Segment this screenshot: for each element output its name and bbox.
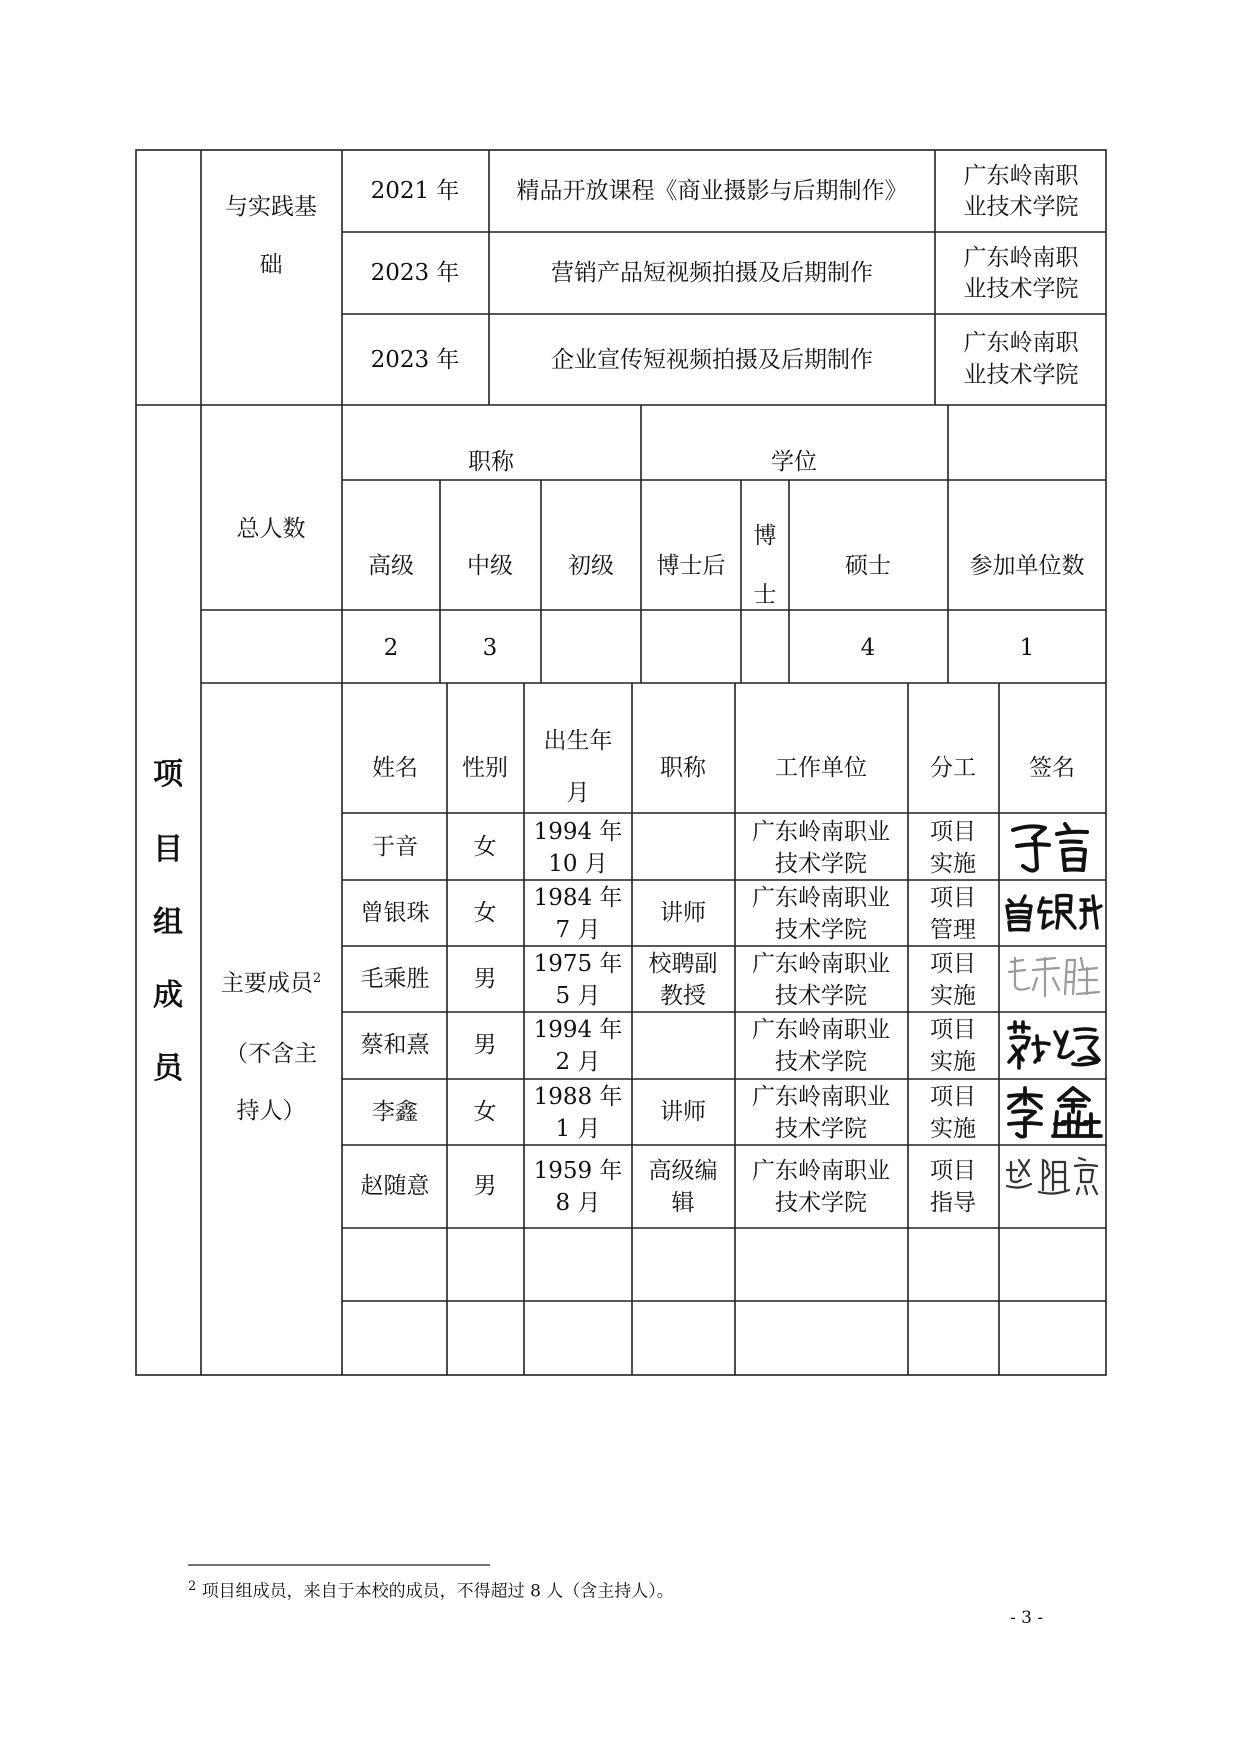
member-name: 赵随意 <box>360 1173 430 1199</box>
base-row-year: 2021 年 <box>370 178 460 204</box>
header-phd-line2: 士 <box>753 582 777 608</box>
base-row-unit-line1: 广东岭南职 <box>963 330 1079 356</box>
member-gender: 男 <box>473 1173 497 1199</box>
member-header-name: 姓名 <box>372 755 418 781</box>
base-row-title: 精品开放课程《商业摄影与后期制作》 <box>516 178 908 204</box>
team-title-char: 员 <box>153 1051 183 1086</box>
member-birth-line2: 1 月 <box>555 1116 601 1142</box>
member-birth-line1: 1975 年 <box>533 951 623 977</box>
team-title-char: 目 <box>153 832 183 867</box>
member-title-line2: 辑 <box>671 1190 695 1216</box>
member-unit-line1: 广东岭南职业 <box>752 819 890 845</box>
members-label-line2: （不含主 <box>225 1041 317 1067</box>
footnote-ref: 2 <box>312 971 322 986</box>
base-row-title: 企业宣传短视频拍摄及后期制作 <box>551 347 873 373</box>
member-role-line2: 管理 <box>930 917 976 943</box>
title-group-label: 职称 <box>468 449 514 475</box>
base-row-title: 营销产品短视频拍摄及后期制作 <box>551 260 873 286</box>
member-title-line2: 教授 <box>660 983 706 1009</box>
signature-mark <box>1003 884 1103 942</box>
members-label-text: 主要成员 <box>220 970 313 997</box>
member-name: 毛乘胜 <box>360 966 430 992</box>
header-middle: 中级 <box>467 553 513 579</box>
signature-mark <box>1003 1016 1103 1076</box>
team-title-char: 组 <box>153 905 183 940</box>
member-name: 李鑫 <box>372 1099 418 1125</box>
member-header-birth-line2: 月 <box>566 780 590 806</box>
member-unit-line1: 广东岭南职业 <box>752 1158 890 1184</box>
member-birth-line1: 1959 年 <box>533 1158 623 1184</box>
member-birth-line2: 8 月 <box>555 1190 601 1216</box>
member-title-line1: 高级编 <box>648 1158 718 1184</box>
member-birth-line1: 1994 年 <box>533 819 623 845</box>
header-units: 参加单位数 <box>969 553 1085 579</box>
base-label-line1: 与实践基 <box>225 194 317 220</box>
member-unit-line1: 广东岭南职业 <box>752 1017 890 1043</box>
count-senior: 2 <box>383 635 399 661</box>
page-number: - 3 - <box>1010 1608 1044 1628</box>
member-unit-line2: 技术学院 <box>775 983 867 1009</box>
base-label-line2: 础 <box>259 252 283 278</box>
header-junior: 初级 <box>568 553 614 579</box>
count-middle: 3 <box>482 635 498 661</box>
signature-mark <box>1003 1082 1103 1142</box>
member-role-line1: 项目 <box>930 819 976 845</box>
member-unit-line2: 技术学院 <box>775 917 867 943</box>
member-title-line1: 校聘副 <box>648 951 718 977</box>
member-header-birth-line1: 出生年 <box>543 728 613 754</box>
member-header-unit: 工作单位 <box>775 755 867 781</box>
member-unit-line1: 广东岭南职业 <box>752 885 890 911</box>
member-unit-line1: 广东岭南职业 <box>752 951 890 977</box>
member-role-line1: 项目 <box>930 1017 976 1043</box>
header-phd-line1: 博 <box>753 523 777 549</box>
member-role-line1: 项目 <box>930 885 976 911</box>
member-gender: 女 <box>473 1099 497 1125</box>
base-row-year: 2023 年 <box>370 347 460 373</box>
member-birth-line2: 10 月 <box>548 851 608 877</box>
member-role-line2: 实施 <box>930 983 976 1009</box>
member-title-line1: 讲师 <box>660 900 706 926</box>
footnote-mark: 2 <box>188 1579 197 1594</box>
members-label-line3: 持人） <box>236 1098 306 1124</box>
member-title-line1: 讲师 <box>660 1099 706 1125</box>
member-name: 蔡和熹 <box>360 1032 430 1058</box>
member-role-line1: 项目 <box>930 1084 976 1110</box>
member-unit-line2: 技术学院 <box>775 1049 867 1075</box>
member-role-line2: 指导 <box>930 1190 976 1216</box>
member-role-line1: 项目 <box>930 951 976 977</box>
member-gender: 男 <box>473 966 497 992</box>
base-row-unit-line2: 业技术学院 <box>963 362 1079 388</box>
member-gender: 女 <box>473 900 497 926</box>
total-label: 总人数 <box>236 516 306 542</box>
signature-mark <box>1003 1150 1103 1208</box>
count-master: 4 <box>860 635 876 661</box>
member-header-title: 职称 <box>660 755 706 781</box>
degree-group-label: 学位 <box>771 449 817 475</box>
header-senior: 高级 <box>368 553 414 579</box>
base-row-unit-line2: 业技术学院 <box>963 276 1079 302</box>
team-title-char: 项 <box>153 757 183 792</box>
header-postdoc: 博士后 <box>656 553 726 579</box>
member-unit-line2: 技术学院 <box>775 1116 867 1142</box>
member-unit-line2: 技术学院 <box>775 1190 867 1216</box>
base-row-unit-line1: 广东岭南职 <box>963 163 1079 189</box>
member-role-line2: 实施 <box>930 851 976 877</box>
member-birth-line2: 5 月 <box>555 983 601 1009</box>
member-birth-line1: 1988 年 <box>533 1084 623 1110</box>
member-birth-line1: 1984 年 <box>533 885 623 911</box>
members-label-line1 <box>221 972 321 996</box>
member-name: 曾银珠 <box>360 900 430 926</box>
member-role-line2: 实施 <box>930 1116 976 1142</box>
count-units: 1 <box>1019 635 1035 661</box>
member-unit-line2: 技术学院 <box>775 851 867 877</box>
header-master: 硕士 <box>845 553 891 579</box>
member-birth-line2: 2 月 <box>555 1049 601 1075</box>
member-gender: 女 <box>473 834 497 860</box>
footnote <box>188 1580 674 1601</box>
member-header-signature: 签名 <box>1029 755 1075 781</box>
footnote-text: 项目组成员，来自于本校的成员，不得超过 8 人（含主持人）。 <box>201 1581 674 1602</box>
base-row-year: 2023 年 <box>370 260 460 286</box>
member-header-role: 分工 <box>930 755 976 781</box>
signature-mark <box>1003 950 1103 1008</box>
member-gender: 男 <box>473 1032 497 1058</box>
member-unit-line1: 广东岭南职业 <box>752 1084 890 1110</box>
member-header-gender: 性别 <box>462 755 508 781</box>
member-role-line1: 项目 <box>930 1158 976 1184</box>
member-birth-line2: 7 月 <box>555 917 601 943</box>
team-title-char: 成 <box>153 978 183 1013</box>
base-row-unit-line2: 业技术学院 <box>963 194 1079 220</box>
member-role-line2: 实施 <box>930 1049 976 1075</box>
signature-mark <box>1003 816 1103 878</box>
base-row-unit-line1: 广东岭南职 <box>963 245 1079 271</box>
member-birth-line1: 1994 年 <box>533 1017 623 1043</box>
member-name: 于音 <box>372 834 418 860</box>
